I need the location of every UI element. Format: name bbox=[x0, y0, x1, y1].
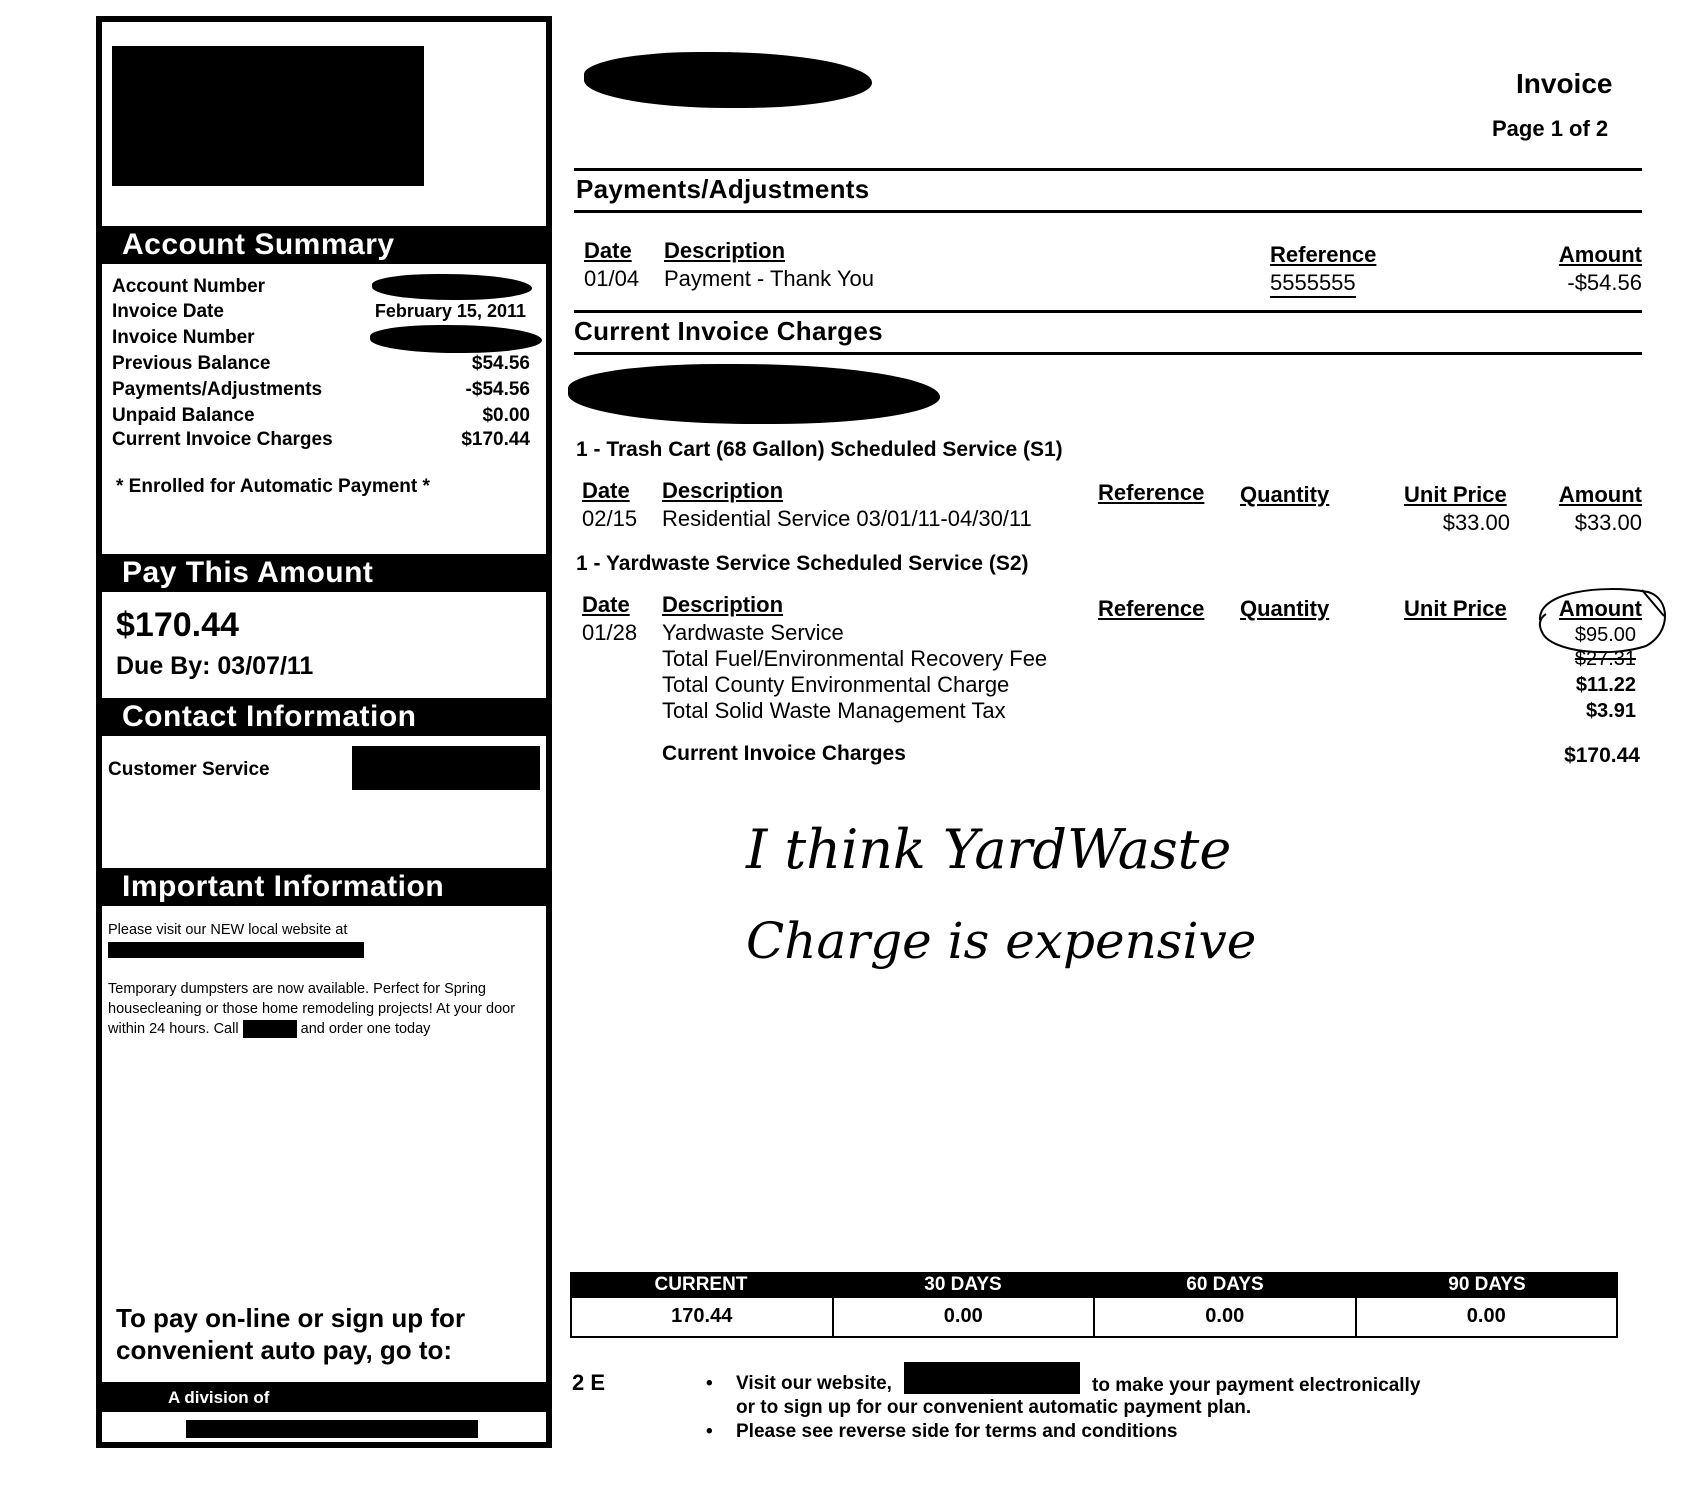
s1-quantity-header: Quantity bbox=[1240, 482, 1330, 507]
footer-code: 2 E bbox=[572, 1370, 606, 1395]
payments-description-header: Description bbox=[664, 238, 786, 263]
autopay-note: * Enrolled for Automatic Payment * bbox=[116, 476, 430, 497]
footer-terms-text: Please see reverse side for terms and conditions bbox=[736, 1421, 1178, 1442]
due-date: Due By: 03/07/11 bbox=[116, 652, 314, 680]
aging-value-90: 0.00 bbox=[1466, 1305, 1506, 1327]
s2-amount-header: Amount bbox=[1558, 596, 1642, 621]
current-total-label: Current Invoice Charges bbox=[662, 742, 906, 765]
s1-description: Residential Service 03/01/11-04/30/11 bbox=[662, 506, 1032, 531]
s2-unit-price-header: Unit Price bbox=[1404, 596, 1507, 621]
aging-values-row bbox=[570, 1298, 1618, 1338]
invoice-number-redacted bbox=[370, 325, 542, 353]
payment-reference: 5555555 bbox=[1270, 270, 1356, 298]
footer-bullet-dot: • bbox=[706, 1421, 713, 1442]
payment-description: Payment - Thank You bbox=[664, 266, 874, 291]
payments-rule bbox=[574, 210, 1642, 213]
s2-row-description: Total Solid Waste Management Tax bbox=[662, 698, 1006, 723]
payment-date: 01/04 bbox=[584, 266, 640, 291]
aging-header-row bbox=[570, 1272, 1618, 1298]
previous-balance-value: $54.56 bbox=[471, 353, 530, 374]
s2-description-header: Description bbox=[662, 592, 784, 617]
payments-adjustments-value: -$54.56 bbox=[465, 379, 530, 400]
s1-amount: $33.00 bbox=[1574, 510, 1642, 535]
document-title: Invoice bbox=[1516, 68, 1613, 99]
s1-reference-header: Reference bbox=[1098, 480, 1205, 505]
dumpster-notice-text: Temporary dumpsters are now available. Perfect for Spring housecleaning or those home remodeling projects! At your door within 24 hours. Call bbox=[108, 981, 516, 1037]
aging-header-60: 60 DAYS bbox=[1186, 1274, 1264, 1295]
s1-date-header: Date bbox=[582, 478, 630, 503]
footer-website-text: Visit our website, bbox=[736, 1373, 892, 1394]
handwritten-note-line2: Charge is expensive bbox=[746, 912, 1257, 970]
division-name-redacted bbox=[186, 1420, 478, 1438]
pay-online-text: To pay on-line or sign up for convenient auto pay, go to: bbox=[116, 1303, 466, 1365]
current-charges-rule-top bbox=[574, 310, 1642, 313]
s2-date: 01/28 bbox=[582, 620, 638, 645]
company-logo-redacted bbox=[112, 46, 424, 186]
aging-header-30: 30 DAYS bbox=[924, 1274, 1002, 1295]
payments-adjustments-label: Payments/Adjustments bbox=[112, 379, 323, 400]
payments-date-header: Date bbox=[584, 238, 632, 263]
footer-autopay-text: or to sign up for our convenient automatic payment plan. bbox=[736, 1397, 1252, 1418]
invoice-date-value: February 15, 2011 bbox=[374, 301, 526, 321]
s2-date-header: Date bbox=[582, 592, 630, 617]
website-notice: Please visit our NEW local website at bbox=[108, 922, 348, 938]
aging-value-30: 0.00 bbox=[834, 1298, 1096, 1336]
pay-this-amount-title: Pay This Amount bbox=[102, 554, 546, 592]
footer-website-text-end: to make your payment electronically bbox=[1092, 1375, 1421, 1396]
current-total-amount: $170.44 bbox=[1564, 744, 1640, 767]
payment-amount: -$54.56 bbox=[1567, 270, 1642, 295]
phone-redacted bbox=[243, 1020, 297, 1038]
s1-amount-header: Amount bbox=[1558, 482, 1642, 507]
payments-amount-header: Amount bbox=[1558, 242, 1642, 267]
dumpster-notice bbox=[108, 979, 538, 1039]
s2-row-description: Yardwaste Service bbox=[662, 620, 844, 645]
customer-service-label: Customer Service bbox=[108, 759, 270, 780]
company-name-redacted bbox=[584, 52, 872, 108]
s2-row-amount: $11.22 bbox=[1575, 674, 1636, 696]
service2-title: 1 - Yardwaste Service Scheduled Service (S2) bbox=[576, 552, 1029, 575]
service-address-redacted bbox=[568, 364, 940, 424]
left-panel bbox=[96, 16, 552, 1448]
current-charges-label: Current Invoice Charges bbox=[112, 429, 333, 450]
aging-value-current: 170.44 bbox=[572, 1298, 834, 1336]
aging-summary-table bbox=[570, 1272, 1618, 1340]
pay-amount: $170.44 bbox=[116, 606, 239, 644]
invoice-date-label: Invoice Date bbox=[112, 301, 224, 322]
s2-row-description: Total Fuel/Environmental Recovery Fee bbox=[662, 646, 1048, 671]
s1-description-header: Description bbox=[662, 478, 784, 503]
account-number-redacted bbox=[372, 274, 532, 300]
current-charges-rule-bottom bbox=[574, 352, 1642, 355]
aging-header-current: CURRENT bbox=[654, 1274, 748, 1295]
s2-row-description: Total County Environmental Charge bbox=[662, 672, 1010, 697]
s1-unit-price: $33.00 bbox=[1442, 510, 1510, 535]
payments-section-title: Payments/Adjustments bbox=[576, 174, 870, 204]
dumpster-notice-end: and order one today bbox=[300, 1021, 431, 1037]
account-number-label: Account Number bbox=[112, 276, 266, 297]
s2-row-amount: $3.91 bbox=[1585, 700, 1636, 722]
current-charges-value: $170.44 bbox=[461, 429, 530, 450]
handwritten-note-line1: I think YardWaste bbox=[746, 818, 1232, 881]
service1-title: 1 - Trash Cart (68 Gallon) Scheduled Service (S1) bbox=[576, 438, 1063, 461]
footer-bullet-dot: • bbox=[706, 1373, 713, 1394]
unpaid-balance-label: Unpaid Balance bbox=[112, 405, 255, 426]
website-redacted bbox=[108, 942, 364, 958]
s2-row-amount: $27.31 bbox=[1574, 648, 1636, 670]
customer-service-phone-redacted bbox=[352, 746, 540, 790]
invoice-number-label: Invoice Number bbox=[112, 327, 255, 348]
footer-website-redacted bbox=[904, 1362, 1080, 1394]
page-indicator: Page 1 of 2 bbox=[1492, 116, 1609, 141]
aging-header-90: 90 DAYS bbox=[1448, 1274, 1526, 1295]
header-rule bbox=[574, 168, 1642, 171]
s2-quantity-header: Quantity bbox=[1240, 596, 1330, 621]
division-text: A division of bbox=[168, 1388, 270, 1407]
contact-information-title: Contact Information bbox=[102, 698, 546, 736]
aging-value-60: 0.00 bbox=[1095, 1298, 1357, 1336]
important-information-title: Important Information bbox=[102, 868, 546, 906]
s2-row-amount: $95.00 bbox=[1574, 624, 1636, 646]
payments-reference-header: Reference bbox=[1270, 242, 1377, 267]
previous-balance-label: Previous Balance bbox=[112, 353, 271, 374]
s2-reference-header: Reference bbox=[1098, 596, 1205, 621]
unpaid-balance-value: $0.00 bbox=[482, 405, 530, 426]
current-charges-title: Current Invoice Charges bbox=[574, 316, 883, 346]
s1-unit-price-header: Unit Price bbox=[1404, 482, 1507, 507]
s1-date: 02/15 bbox=[582, 506, 638, 531]
account-summary-title: Account Summary bbox=[102, 226, 546, 264]
